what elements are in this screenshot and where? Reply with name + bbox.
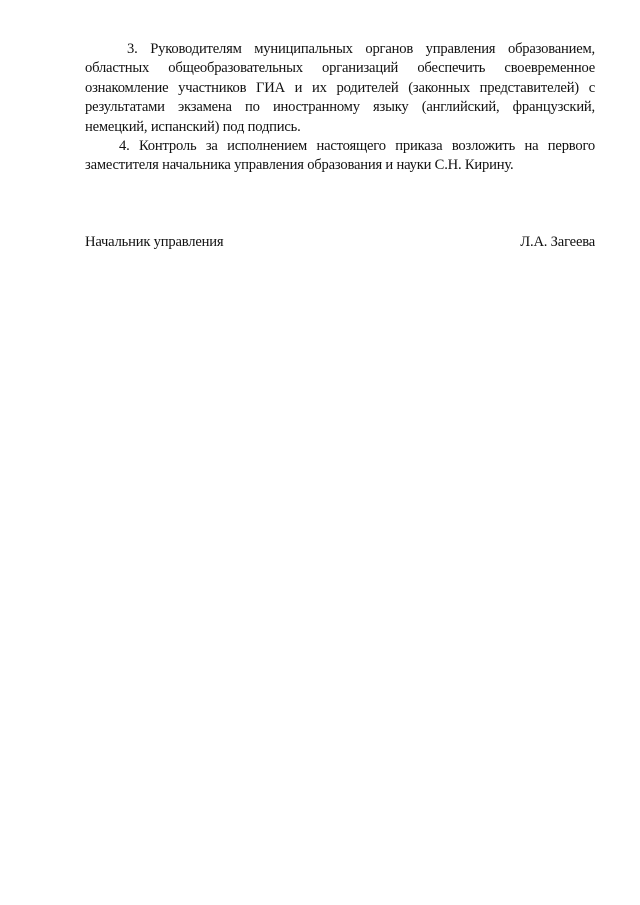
- paragraph-3: 3. Руководителям муниципальных органов управления образованием, областных общеобразовательных организаций обеспечить своевременное ознакомление участников ГИА и их родителей (законных представителей) с результатами экзамена по иностранному языку (английский, французский, немецкий, испанский) под подпись.: [85, 41, 595, 135]
- paragraph-4: 4. Контроль за исполнением настоящего приказа возложить на первого заместителя начальника управления образования и науки С.Н. Кирину.: [85, 138, 595, 174]
- signature-block: [85, 233, 595, 252]
- signatory-position: Начальник управления: [85, 234, 224, 250]
- order-body: [85, 40, 595, 176]
- signatory-name: Л.А. Загеева: [520, 234, 595, 250]
